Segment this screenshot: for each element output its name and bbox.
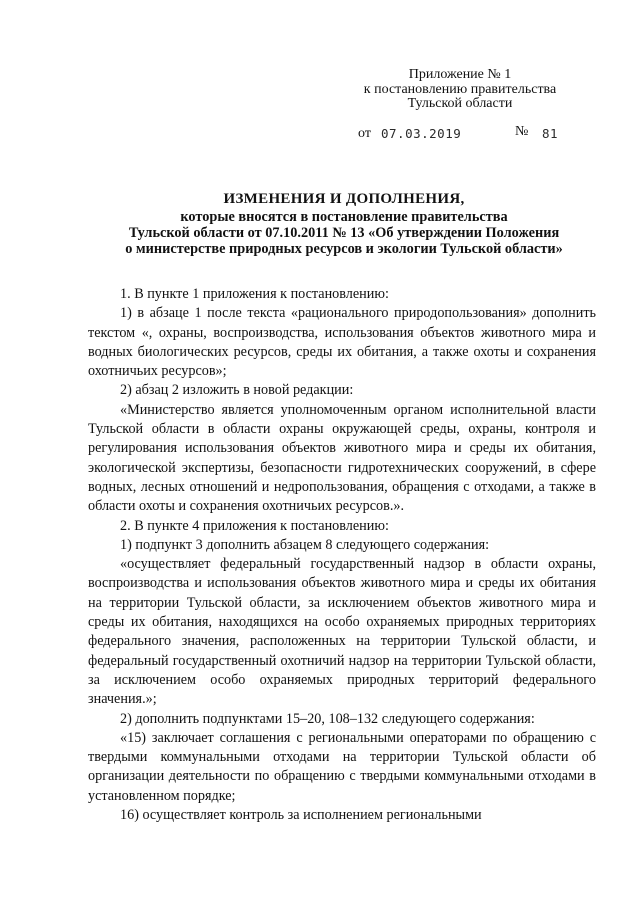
paragraph: «15) заключает соглашения с региональными операторами по обращению с твердыми коммунальными отходами на территории Тульской области об организации деятельности по обращению с твердыми коммунальными отходами в установленном порядке; xyxy=(88,729,596,804)
appendix-region: Тульской области xyxy=(407,96,513,111)
paragraph: 2. В пункте 4 приложения к постановлению: xyxy=(120,517,389,534)
paragraph: 16) осуществляет контроль за исполнением региональными xyxy=(120,807,482,824)
paragraph: 1) в абзаце 1 после текста «рационального природопользования» дополнить текстом «, охраны, воспроизводства, использования объектов животного мира и водных биологических ресурсов, среды их обитания, а также охоты и сохранения охотничьих ресурсов»; xyxy=(88,305,596,380)
appendix-header xyxy=(340,68,580,112)
title-heading: ИЗМЕНЕНИЯ И ДОПОЛНЕНИЯ, xyxy=(223,191,465,207)
paragraph: 2) дополнить подпунктами 15–20, 108–132 следующего содержания: xyxy=(120,710,535,727)
document-body xyxy=(88,285,596,825)
decree-from-label: от xyxy=(358,126,371,141)
decree-number: 81 xyxy=(542,126,559,141)
title-line-4: о министерстве природных ресурсов и экологии Тульской области» xyxy=(125,241,563,257)
document-title xyxy=(104,191,584,257)
appendix-reference: к постановлению правительства xyxy=(363,81,557,97)
paragraph: 1) подпункт 3 дополнить абзацем 8 следующего содержания: xyxy=(120,536,490,553)
paragraph: 1. В пункте 1 приложения к постановлению: xyxy=(120,286,389,302)
title-line-2: которые вносятся в постановление правительства xyxy=(180,209,508,225)
paragraph: «Министерство является уполномоченным органом исполнительной власти Тульской области в области охраны окружающей среды, охраны, контроля и регулирования использования объектов животного мира и среды их обитания, экологической экспертизы, безопасности гидротехнических сооружений, в сфере водных, лесных отношений и недропользования, обращения с отходами, а также в области охоты и сохранения охотничьих ресурсов.». xyxy=(88,401,596,515)
decree-number-sign: № xyxy=(515,124,529,139)
paragraph: «осуществляет федеральный государственный надзор в области охраны, воспроизводства и использования объектов животного мира и среды их обитания на территории Тульской области, за исключением объектов животного мира и среды их обитания, находящихся на особо охраняемых природных территориях федерального значения, расположенных на территории Тульской области, и федеральный государственный охотничий надзор на территории Тульской области, за исключением особо охраняемых природных территорий федерального значения.»; xyxy=(88,556,596,708)
title-line-3: Тульской области от 07.10.2011 № 13 «Об утверждении Положения xyxy=(128,225,560,241)
appendix-number: Приложение № 1 xyxy=(408,67,512,82)
decree-date: 07.03.2019 xyxy=(381,126,462,141)
paragraph: 2) абзац 2 изложить в новой редакции: xyxy=(120,382,354,399)
